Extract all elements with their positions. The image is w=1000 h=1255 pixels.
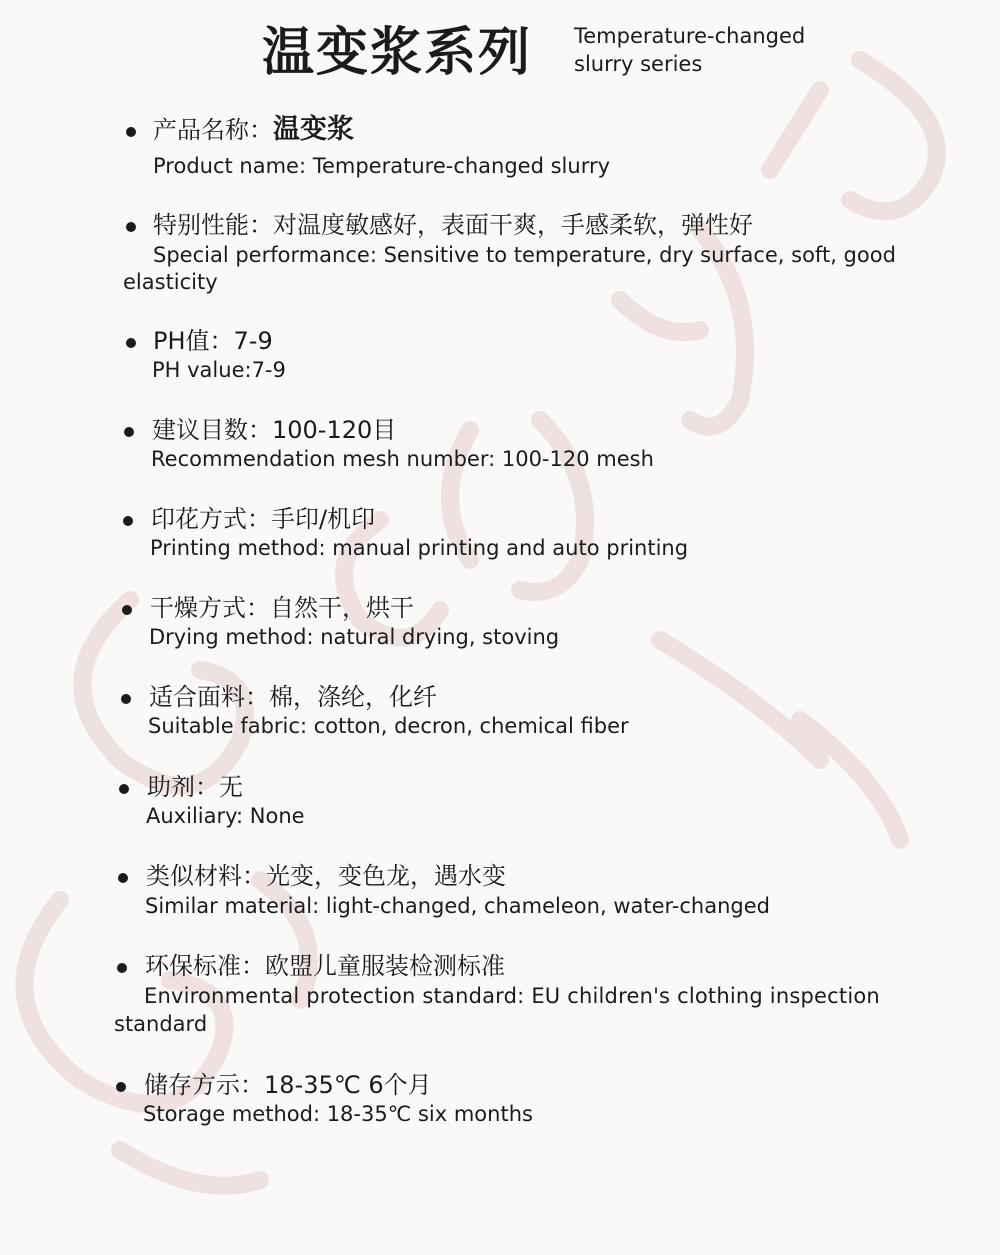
spec-label-cn: 干燥方式：自然干，烘干 (150, 594, 414, 622)
spec-label-cn: 特别性能：对温度敏感好，表面干爽，手感柔软，弹性好 (153, 211, 753, 239)
bullet-icon (126, 222, 136, 232)
spec-text-en: Auxiliary: None (146, 804, 305, 828)
bullet-icon (116, 1082, 126, 1092)
spec-label-cn: 建议目数：100-120目 (152, 416, 397, 444)
spec-text-en-line1: Environmental protection standard: EU children's clothing inspection (144, 984, 880, 1008)
spec-text-en: Printing method: manual printing and auto printing (150, 536, 689, 560)
spec-label-cn: 助剂：无 (147, 773, 243, 801)
page-title-english-line2: slurry series (574, 52, 703, 76)
spec-label-cn: 类似材料：光变，变色龙，遇水变 (146, 862, 506, 890)
spec-label-cn: 储存方示：18-35℃ 6个月 (144, 1071, 432, 1099)
spec-text-en: Suitable fabric: cotton, decron, chemical fiber (148, 714, 629, 738)
page-title-english-line1: Temperature-changed (574, 24, 806, 48)
spec-label-cn: PH值：7-9 (153, 327, 273, 355)
product-name-value: 温变浆 (273, 114, 354, 145)
spec-text-en: Recommendation mesh number: 100-120 mesh (151, 447, 654, 471)
spec-label-cn: 适合面料：棉，涤纶，化纤 (149, 683, 437, 711)
spec-text-en-line1: Special performance: Sensitive to temperature, dry surface, soft, good (153, 243, 896, 267)
spec-label-cn: 印花方式：手印/机印 (151, 505, 376, 533)
spec-text-en: Drying method: natural drying, stoving (149, 625, 560, 649)
page-title-chinese: 温变浆系列 (262, 23, 533, 83)
bullet-icon (123, 516, 133, 526)
bullet-icon (118, 873, 128, 883)
bullet-icon (121, 694, 131, 704)
spec-text-en: Similar material: light-changed, chameleon, water-changed (145, 894, 770, 918)
bullet-icon (122, 605, 132, 615)
bullet-icon (117, 963, 127, 973)
spec-text-en-line2: standard (114, 1012, 208, 1036)
spec-label-cn: 产品名称：温变浆 (153, 114, 354, 145)
spec-text-en-line2: elasticity (123, 270, 218, 294)
spec-label-cn: 环保标准：欧盟儿童服装检测标准 (145, 952, 505, 980)
bullet-icon (126, 127, 136, 137)
spec-text-en: Storage method: 18-35℃ six months (143, 1102, 533, 1126)
bullet-icon (126, 338, 136, 348)
spec-text-en: PH value:7-9 (152, 358, 286, 382)
page-title-english (574, 22, 805, 78)
spec-text-en: Product name: Temperature-changed slurry (153, 154, 611, 178)
bullet-icon (119, 784, 129, 794)
header (0, 18, 1000, 88)
bullet-icon (124, 427, 134, 437)
